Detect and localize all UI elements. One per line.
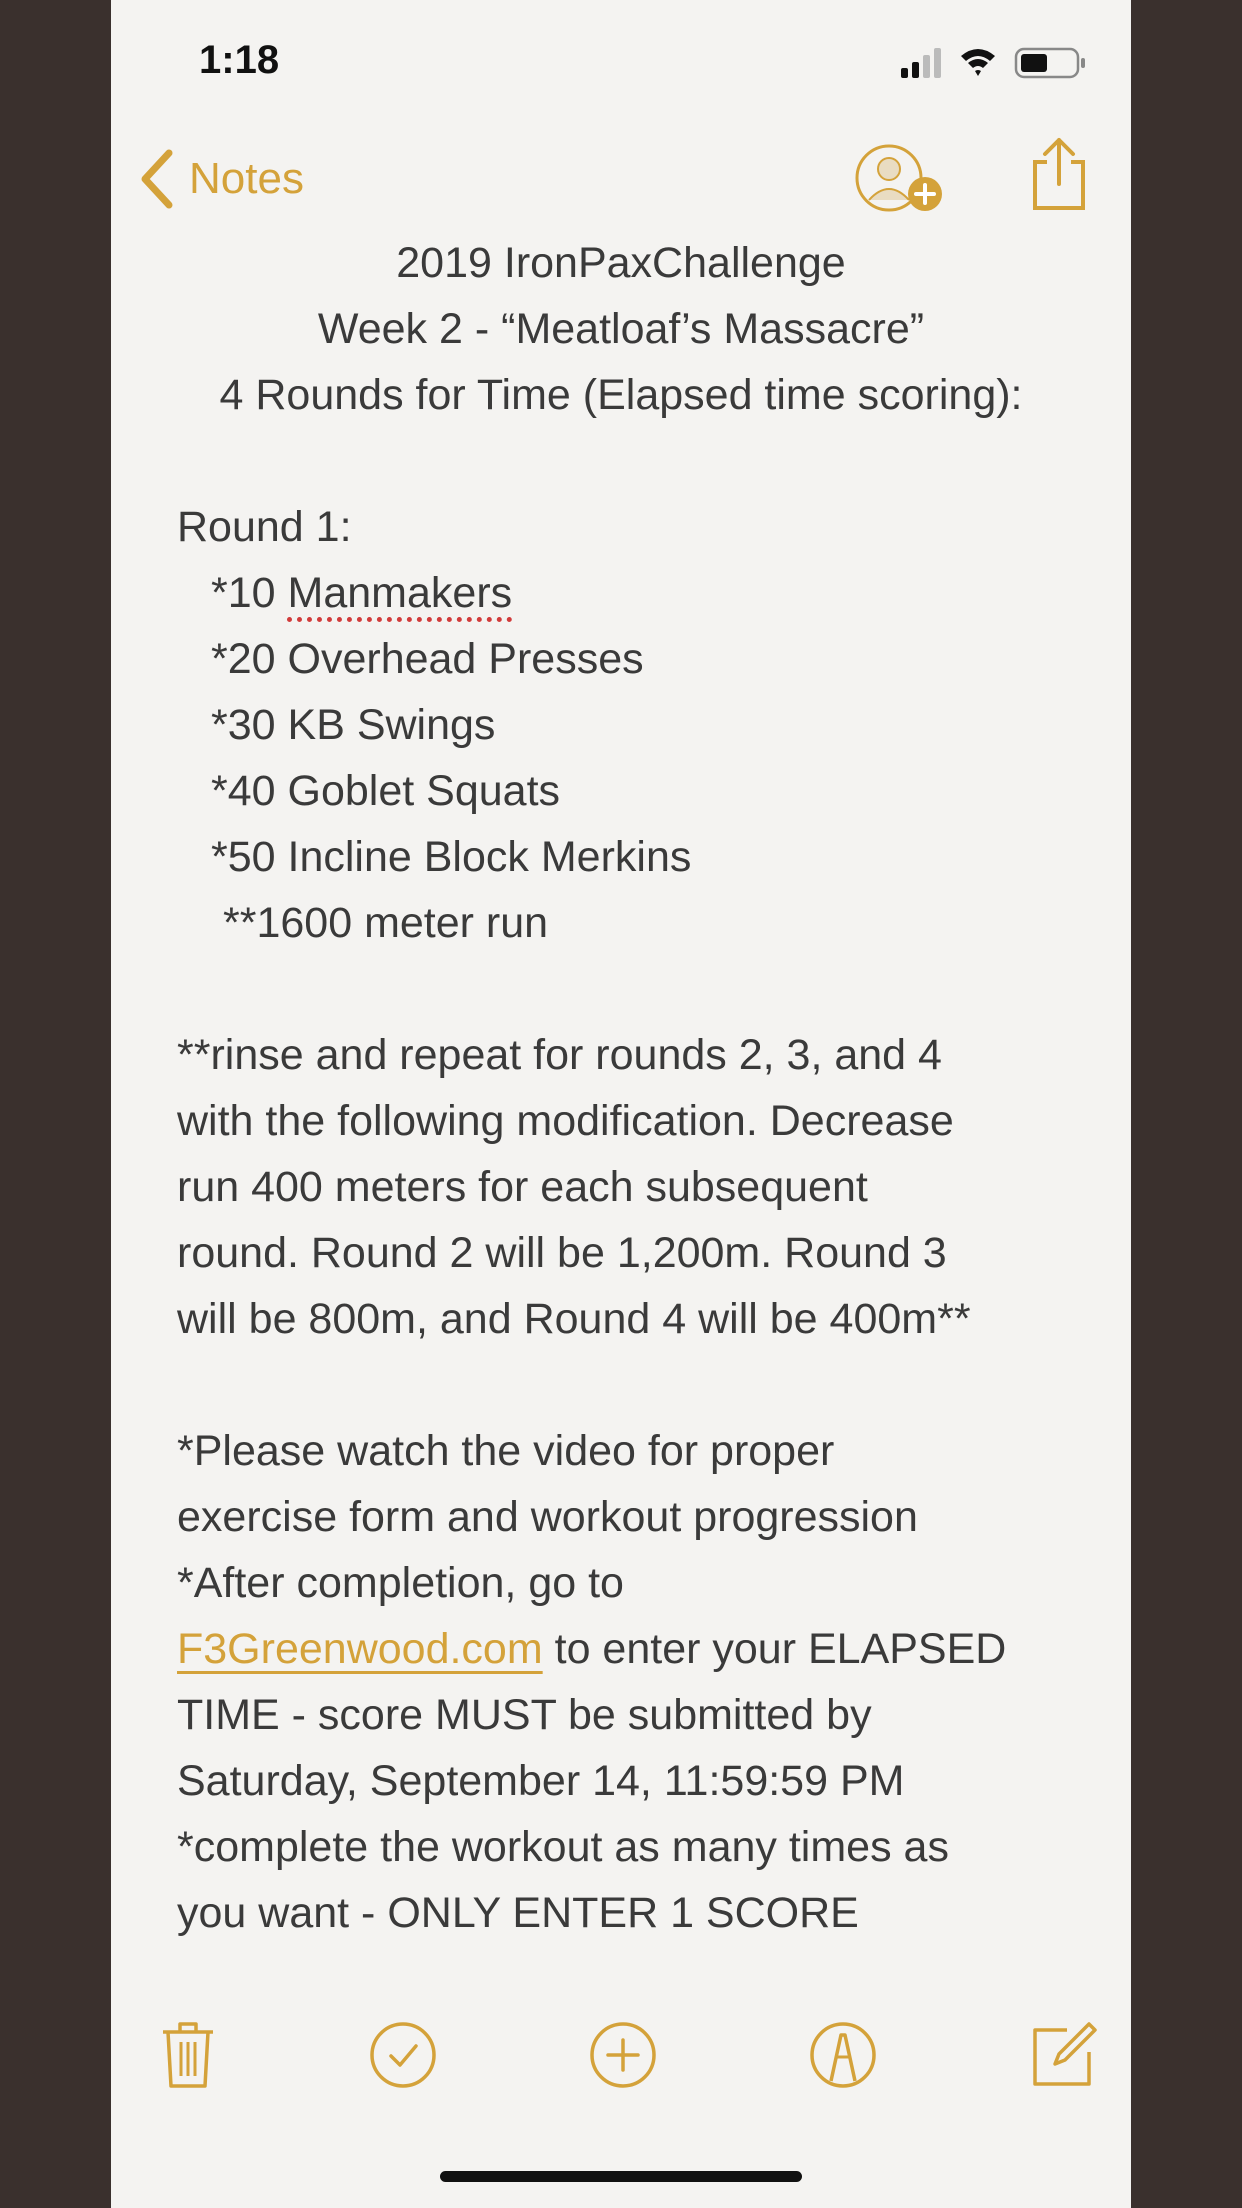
- markup-button[interactable]: [809, 2021, 877, 2094]
- share-icon: [1029, 136, 1089, 212]
- status-icons: [901, 44, 1091, 80]
- checklist-button[interactable]: [369, 2021, 437, 2094]
- exercise-line: *50 Incline Block Merkins: [211, 833, 692, 881]
- note-subtitle: Week 2 - “Meatloaf’s Massacre”: [317, 305, 925, 353]
- trash-icon: [161, 2020, 215, 2090]
- home-indicator[interactable]: [440, 2171, 802, 2182]
- info-line: *After completion, go to: [177, 1559, 624, 1607]
- deadline-line: *complete the workout as many times as: [177, 1823, 949, 1871]
- info-line: exercise form and workout progression: [177, 1493, 918, 1541]
- battery-icon: [1016, 49, 1085, 77]
- deadline-line: TIME - score MUST be submitted by: [177, 1691, 872, 1739]
- add-person-button[interactable]: [855, 142, 947, 214]
- chevron-left-icon: [139, 149, 175, 209]
- back-button[interactable]: [139, 146, 304, 212]
- repeat-line: round. Round 2 will be 1,200m. Round 3: [177, 1229, 947, 1277]
- link-suffix: to enter your ELAPSED: [542, 1625, 1007, 1673]
- checklist-icon: [369, 2021, 437, 2089]
- misspelled-word: Manmakers: [287, 569, 513, 617]
- signal-icon: [901, 48, 941, 78]
- link-line: [177, 1616, 1006, 1682]
- exercise-line: [211, 560, 512, 626]
- notes-screen: [111, 0, 1131, 2208]
- add-person-icon: [855, 142, 947, 214]
- info-line: *Please watch the video for proper: [177, 1427, 835, 1475]
- note-title: 2019 IronPaxChallenge: [396, 239, 846, 287]
- compose-icon: [1031, 2018, 1099, 2088]
- status-time: 1:18: [199, 38, 280, 82]
- exercise-line: *20 Overhead Presses: [211, 635, 644, 683]
- exercise-line: *40 Goblet Squats: [211, 767, 561, 815]
- add-button[interactable]: [589, 2021, 657, 2094]
- wifi-icon: [961, 49, 995, 76]
- repeat-line: will be 800m, and Round 4 will be 400m**: [177, 1295, 971, 1343]
- exercise-line: *30 KB Swings: [211, 701, 496, 749]
- repeat-line: run 400 meters for each subsequent: [177, 1163, 868, 1211]
- deadline-line: Saturday, September 14, 11:59:59 PM: [177, 1757, 905, 1805]
- repeat-line: **rinse and repeat for rounds 2, 3, and 4: [177, 1031, 942, 1079]
- delete-button[interactable]: [161, 2020, 215, 2095]
- exercise-prefix: *10: [211, 569, 288, 617]
- back-label: Notes: [189, 154, 304, 203]
- deadline-line: you want - ONLY ENTER 1 SCORE: [177, 1889, 859, 1937]
- share-button[interactable]: [1029, 136, 1089, 212]
- note-format-line: 4 Rounds for Time (Elapsed time scoring):: [219, 371, 1023, 419]
- markup-icon: [809, 2021, 877, 2089]
- website-link[interactable]: F3Greenwood.com: [177, 1625, 543, 1673]
- add-icon: [589, 2021, 657, 2089]
- repeat-line: with the following modification. Decrease: [177, 1097, 954, 1145]
- compose-button[interactable]: [1031, 2018, 1099, 2093]
- run-line: **1600 meter run: [223, 899, 549, 947]
- round-heading: Round 1:: [177, 503, 352, 551]
